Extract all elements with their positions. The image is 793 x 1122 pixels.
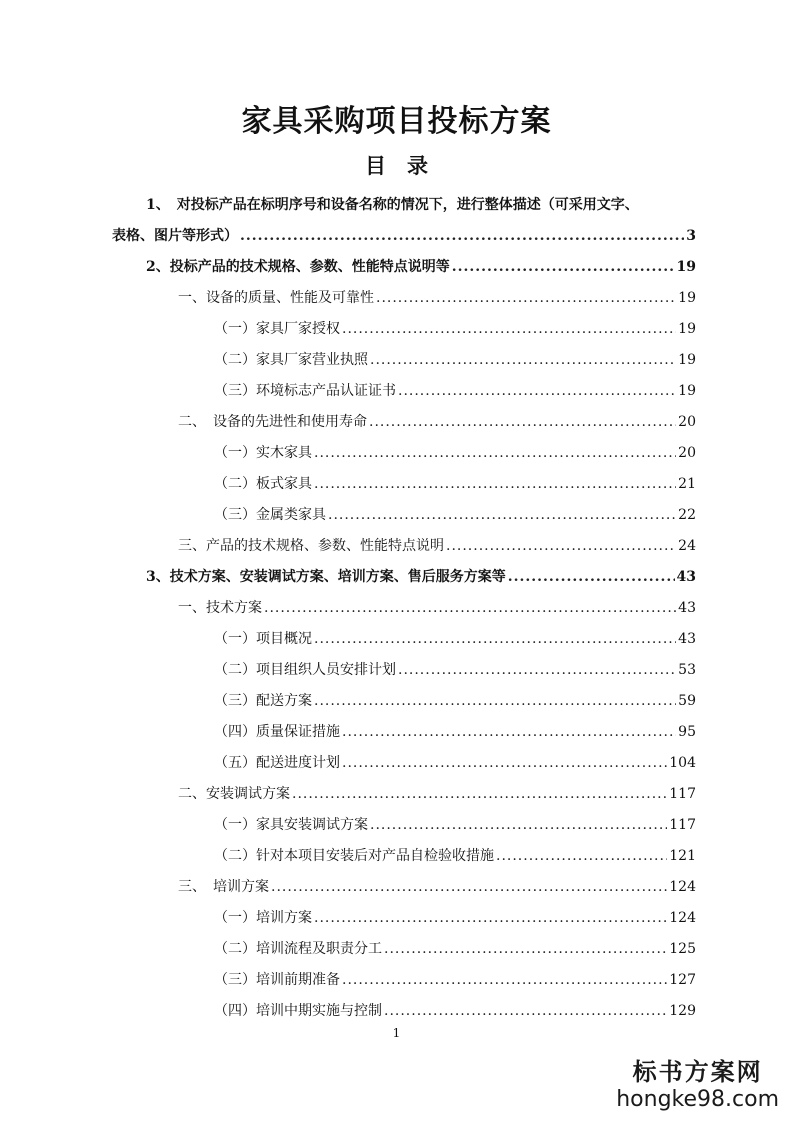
toc-page-number: 19 xyxy=(678,383,696,399)
toc-entry[interactable] xyxy=(214,691,696,711)
toc-leader-dots xyxy=(342,753,667,773)
toc-leader-dots xyxy=(342,970,667,990)
toc-page-number: 21 xyxy=(678,476,696,492)
toc-heading: 目 录 xyxy=(365,153,428,178)
toc-page-number: 95 xyxy=(678,724,696,740)
toc-entry-text: （一）项目概况 xyxy=(214,631,312,647)
toc-leader-dots xyxy=(369,412,676,432)
toc-entry-2[interactable] xyxy=(146,257,696,277)
toc-entry-text: （三）配送方案 xyxy=(214,693,312,709)
toc-entry-text: 二、安装调试方案 xyxy=(178,786,290,802)
toc-entry-text: （二）培训流程及职责分工 xyxy=(214,941,382,957)
toc-entry-text: （二）针对本项目安装后对产品自检验收措施 xyxy=(214,848,494,864)
toc-entry-text: （三）培训前期准备 xyxy=(214,972,340,988)
toc-entry[interactable] xyxy=(214,908,696,928)
toc-page-number: 59 xyxy=(678,693,696,709)
toc-leader-dots xyxy=(370,815,667,835)
toc-page-number: 129 xyxy=(669,1003,696,1019)
document-title: 家具采购项目投标方案 xyxy=(241,104,552,139)
toc-entry-text: 二、 设备的先进性和使用寿命 xyxy=(178,414,367,430)
toc-page-number: 117 xyxy=(669,786,696,802)
toc-leader-dots xyxy=(271,877,667,897)
toc-entry[interactable] xyxy=(178,288,696,308)
toc-leader-dots xyxy=(398,660,676,680)
toc-leader-dots xyxy=(314,908,667,928)
toc-page-number: 121 xyxy=(669,848,696,864)
toc-entry-text: 一、技术方案 xyxy=(178,600,262,616)
toc-leader-dots xyxy=(496,846,667,866)
toc-entry[interactable] xyxy=(214,319,696,339)
toc-leader-dots xyxy=(314,474,676,494)
toc-leader-dots xyxy=(314,443,676,463)
toc-entry[interactable] xyxy=(214,939,696,959)
toc-leader-dots xyxy=(292,784,667,804)
toc-page-number: 3 xyxy=(686,228,696,244)
toc-entry-text: （二）家具厂家营业执照 xyxy=(214,352,368,368)
toc-leader-dots xyxy=(240,226,684,246)
toc-entry[interactable] xyxy=(178,412,696,432)
page-number: 1 xyxy=(392,1026,401,1040)
watermark-text: 标书方案网 xyxy=(632,1058,763,1086)
toc-leader-dots xyxy=(384,939,667,959)
toc-leader-dots xyxy=(342,319,676,339)
toc-entry[interactable] xyxy=(214,660,696,680)
toc-entry-text: 1、 对投标产品在标明序号和设备名称的情况下，进行整体描述（可采用文字、 xyxy=(146,197,639,213)
toc-entry-text: （一）家具安装调试方案 xyxy=(214,817,368,833)
toc-leader-dots xyxy=(314,629,676,649)
toc-entry[interactable] xyxy=(214,629,696,649)
toc-entry-text: （二）项目组织人员安排计划 xyxy=(214,662,396,678)
toc-entry-text: （一）培训方案 xyxy=(214,910,312,926)
toc-page-number: 124 xyxy=(669,910,696,926)
toc-entry[interactable] xyxy=(178,536,696,556)
toc-leader-dots xyxy=(446,536,676,556)
toc-entry[interactable] xyxy=(214,815,696,835)
toc-entry[interactable] xyxy=(214,753,696,773)
toc-page-number: 43 xyxy=(678,600,696,616)
toc-entry[interactable] xyxy=(214,722,696,742)
toc-leader-dots xyxy=(376,288,676,308)
toc-leader-dots xyxy=(328,505,676,525)
toc-entry[interactable] xyxy=(214,505,696,525)
toc-entry-3[interactable] xyxy=(146,567,696,587)
toc-entry[interactable] xyxy=(214,1001,696,1021)
toc-entry-text: （二）板式家具 xyxy=(214,476,312,492)
toc-entry[interactable] xyxy=(214,970,696,990)
toc-entry-text: （四）质量保证措施 xyxy=(214,724,340,740)
toc-page-number: 125 xyxy=(669,941,696,957)
toc-page-number: 43 xyxy=(678,631,696,647)
toc-entry-text: （三）环境标志产品认证证书 xyxy=(214,383,396,399)
toc-entry-text: 表格、图片等形式） xyxy=(112,228,238,244)
toc-leader-dots xyxy=(314,691,676,711)
toc-entry-1-line1[interactable] xyxy=(146,195,696,215)
toc-page-number: 43 xyxy=(676,569,696,585)
toc-page-number: 104 xyxy=(669,755,696,771)
toc-entry[interactable] xyxy=(214,381,696,401)
toc-page-number: 24 xyxy=(678,538,696,554)
toc-entry-text: 2、投标产品的技术规格、参数、性能特点说明等 xyxy=(146,259,450,275)
toc-leader-dots xyxy=(264,598,676,618)
toc-entry[interactable] xyxy=(178,598,696,618)
toc-page-number: 20 xyxy=(678,445,696,461)
toc-entry[interactable] xyxy=(178,784,696,804)
toc-entry-text: （一）实木家具 xyxy=(214,445,312,461)
toc-page-number: 22 xyxy=(678,507,696,523)
toc-leader-dots xyxy=(370,350,676,370)
toc-leader-dots xyxy=(342,722,676,742)
toc-page-number: 20 xyxy=(678,414,696,430)
toc-page-number: 127 xyxy=(669,972,696,988)
toc-page-number: 19 xyxy=(678,352,696,368)
toc-entry-text: 一、设备的质量、性能及可靠性 xyxy=(178,290,374,306)
toc-entry-1-line2[interactable] xyxy=(112,226,696,246)
toc-entry-text: 三、 培训方案 xyxy=(178,879,269,895)
toc-entry-text: （四）培训中期实施与控制 xyxy=(214,1003,382,1019)
toc-page-number: 19 xyxy=(678,290,696,306)
toc-page-number: 19 xyxy=(678,321,696,337)
toc-page-number: 124 xyxy=(669,879,696,895)
toc-entry[interactable] xyxy=(214,474,696,494)
toc-page-number: 117 xyxy=(669,817,696,833)
toc-leader-dots xyxy=(452,257,675,277)
watermark-logo xyxy=(616,1052,779,1112)
toc-entry[interactable] xyxy=(178,877,696,897)
toc-entry-text: （三）金属类家具 xyxy=(214,507,326,523)
toc-leader-dots xyxy=(384,1001,667,1021)
toc-entry-text: （一）家具厂家授权 xyxy=(214,321,340,337)
toc-page-number: 19 xyxy=(676,259,696,275)
toc-page-number: 53 xyxy=(678,662,696,678)
toc-entry[interactable] xyxy=(214,443,696,463)
watermark-url: hongke98.com xyxy=(616,1087,779,1112)
toc-entry-text: 3、技术方案、安装调试方案、培训方案、售后服务方案等 xyxy=(146,569,506,585)
toc-entry-text: （五）配送进度计划 xyxy=(214,755,340,771)
toc-leader-dots xyxy=(508,567,675,587)
toc-entry[interactable] xyxy=(214,350,696,370)
toc-leader-dots xyxy=(398,381,676,401)
toc-entry-text: 三、产品的技术规格、参数、性能特点说明 xyxy=(178,538,444,554)
toc-entry[interactable] xyxy=(214,846,696,866)
